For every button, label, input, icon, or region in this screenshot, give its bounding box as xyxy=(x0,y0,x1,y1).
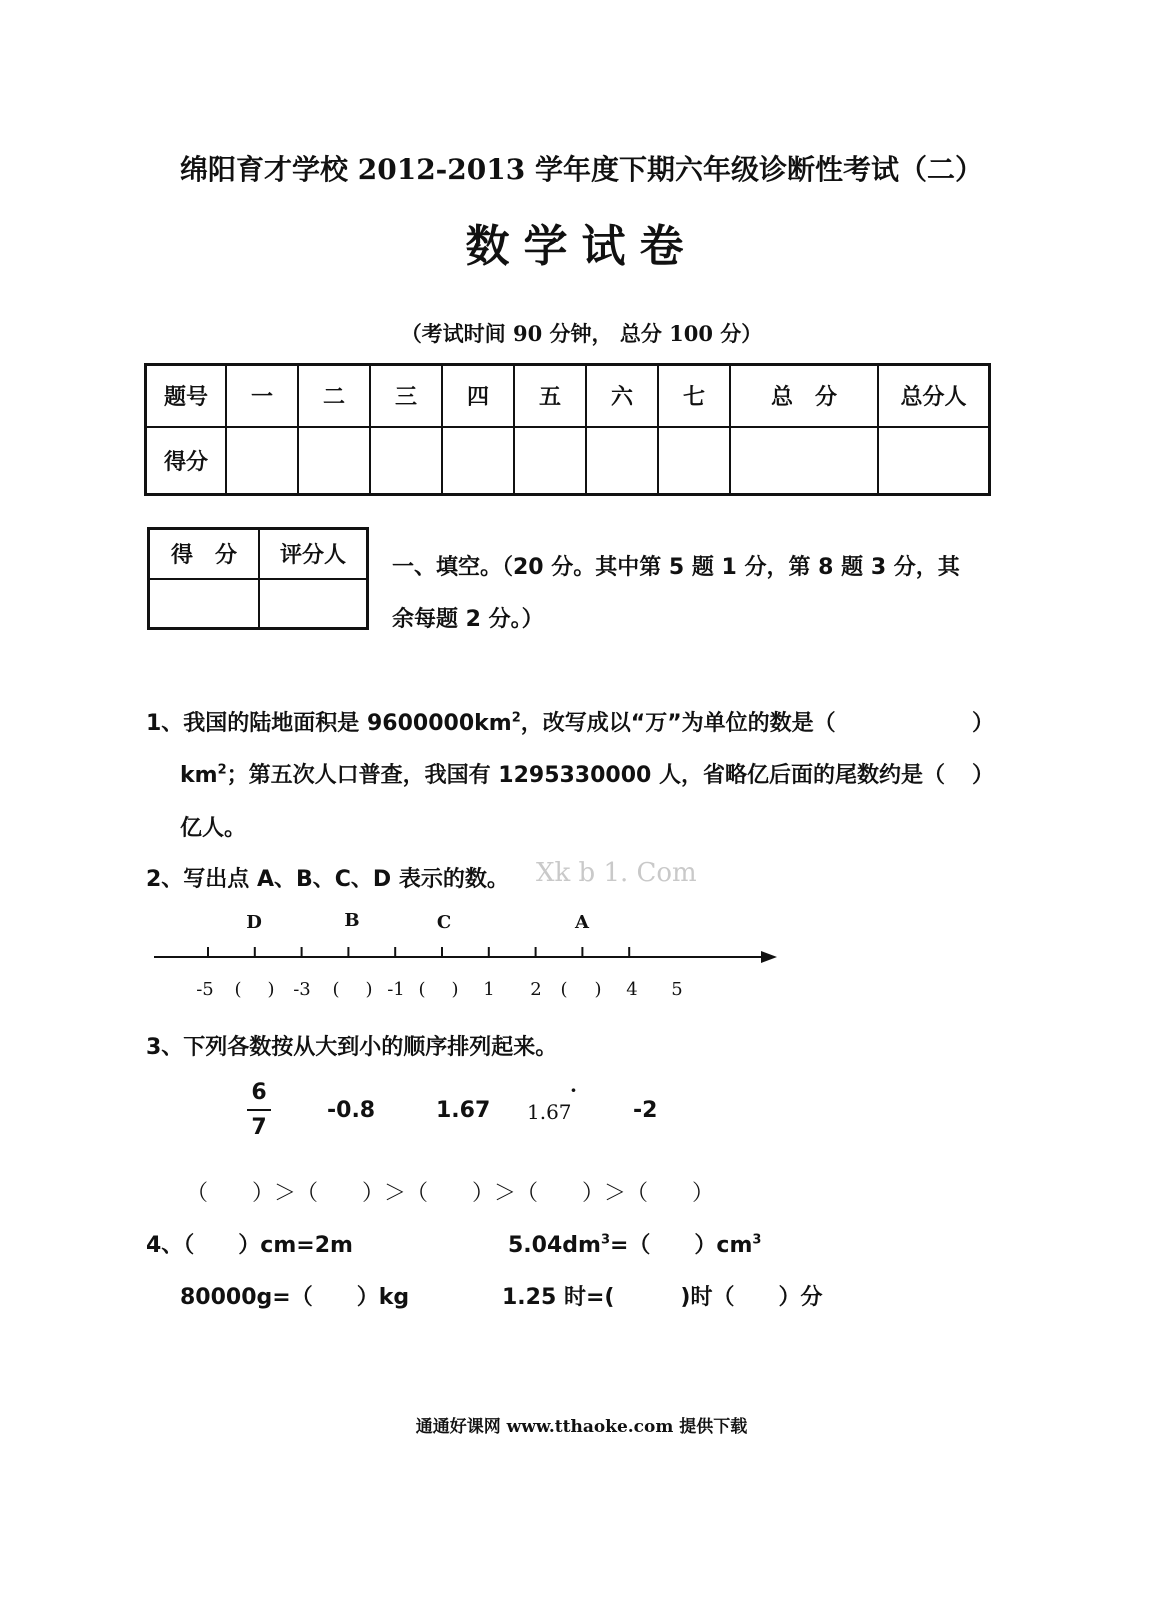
number-line-arrow xyxy=(761,951,777,963)
score-cell-scorer: 总分人 xyxy=(878,365,990,427)
q2-text: 2、写出点 A、B、C、D 表示的数。 xyxy=(146,867,509,892)
q3-order-blanks: （ ）＞（ ）＞（ ）＞（ ）＞（ ） xyxy=(186,1181,715,1206)
grader-table xyxy=(147,527,369,630)
q1-line1-text: 1、我国的陆地面积是 9600000km xyxy=(146,711,512,736)
score-blank xyxy=(370,427,442,495)
q1-line2-close: ） xyxy=(972,763,995,788)
score-table-score-row xyxy=(146,427,990,495)
q4-part-b-pre: 5.04dm xyxy=(508,1233,601,1258)
q1-line1-text-b: ，改写成以“万”为单位的数是（ xyxy=(520,711,836,736)
q4-part-c: 80000g=（ ）kg xyxy=(180,1285,410,1310)
fraction-6-7 xyxy=(247,1080,271,1140)
score-row-label: 得分 xyxy=(146,427,227,495)
section1-heading-line1: 一、填空。（20 分。其中第 5 题 1 分，第 8 题 3 分，其 xyxy=(392,555,960,580)
q4-part-d: 1.25 时=( )时（ ）分 xyxy=(502,1285,823,1310)
q1-line3: 亿人。 xyxy=(180,816,247,841)
score-blank xyxy=(586,427,658,495)
tick-label: ) xyxy=(365,979,373,1000)
exam-info: （考试时间 90 分钟， 总分 100 分） xyxy=(400,321,763,346)
score-cell-q5: 五 xyxy=(514,365,586,427)
footer-text: 通通好课网 www.tthaoke.com 提供下载 xyxy=(415,1417,748,1437)
score-table xyxy=(144,363,991,496)
tick-label: ( xyxy=(234,979,242,1000)
q1-line2-unit: km xyxy=(180,763,218,788)
grader-header-row xyxy=(149,529,368,579)
grader-score-header: 得 分 xyxy=(149,529,260,579)
q4-part-a: 4、（ ）cm=2m xyxy=(146,1233,353,1258)
score-blank xyxy=(442,427,514,495)
tick-label: 1 xyxy=(483,979,495,1000)
grader-blank xyxy=(259,579,368,629)
tick-label: 4 xyxy=(626,979,638,1000)
fraction-denominator: 7 xyxy=(251,1115,267,1140)
score-cell-total: 总 分 xyxy=(730,365,878,427)
score-blank xyxy=(730,427,878,495)
score-cell-q3: 三 xyxy=(370,365,442,427)
q4-part-b-sup2: 3 xyxy=(752,1232,762,1248)
tick-label: ) xyxy=(267,979,275,1000)
q1-line1-sup: 2 xyxy=(511,710,521,726)
point-label-d: D xyxy=(246,912,262,933)
point-label-a: A xyxy=(575,912,589,933)
tick-label: -3 xyxy=(293,979,311,1000)
score-blank xyxy=(878,427,990,495)
q3-number: -2 xyxy=(633,1098,658,1123)
number-line-ticks xyxy=(208,947,629,957)
number-line xyxy=(150,905,790,1005)
tick-label: ) xyxy=(451,979,459,1000)
score-blank xyxy=(514,427,586,495)
q1-line2-text: ；第五次人口普查，我国有 1295330000 人，省略亿后面的尾数约是（ xyxy=(226,763,946,788)
tick-label: ( xyxy=(560,979,568,1000)
q3-number: -0.8 xyxy=(327,1098,376,1123)
q1-line1-close: ） xyxy=(972,711,995,736)
score-blank xyxy=(298,427,370,495)
score-cell-q4: 四 xyxy=(442,365,514,427)
score-blank xyxy=(226,427,298,495)
q1-line1 xyxy=(146,706,836,737)
point-label-b: B xyxy=(344,910,360,931)
score-cell-label: 题号 xyxy=(146,365,227,427)
tick-label: ( xyxy=(418,979,426,1000)
tick-label: -5 xyxy=(196,979,214,1000)
main-title: 数学试卷 xyxy=(465,221,698,272)
grader-blank xyxy=(149,579,260,629)
q3-number: 1.67 xyxy=(436,1098,491,1123)
score-table-header-row xyxy=(146,365,990,427)
score-cell-q1: 一 xyxy=(226,365,298,427)
q3-text: 3、下列各数按从大到小的顺序排列起来。 xyxy=(146,1035,558,1060)
grader-name-header: 评分人 xyxy=(259,529,368,579)
section1-heading-line2: 余每题 2 分。） xyxy=(392,607,544,632)
repeating-dot: · xyxy=(570,1078,577,1102)
tick-label: -1 xyxy=(387,979,405,1000)
score-blank xyxy=(658,427,730,495)
tick-label: 2 xyxy=(530,979,542,1000)
q4-part-b-sup: 3 xyxy=(600,1232,610,1248)
score-cell-q2: 二 xyxy=(298,365,370,427)
q1-line2 xyxy=(180,758,945,789)
grader-blank-row xyxy=(149,579,368,629)
fraction-bar xyxy=(247,1109,271,1111)
score-cell-q6: 六 xyxy=(586,365,658,427)
q4-part-b-post: =（ ）cm xyxy=(610,1233,753,1258)
tick-label: 5 xyxy=(671,979,683,1000)
score-cell-q7: 七 xyxy=(658,365,730,427)
q4-part-b xyxy=(508,1228,761,1259)
school-title: 绵阳育才学校 2012-2013 学年度下期六年级诊断性考试（二） xyxy=(180,153,983,186)
tick-label: ) xyxy=(594,979,602,1000)
q3-repeating-decimal: 1.67 xyxy=(527,1100,572,1124)
fraction-numerator: 6 xyxy=(251,1080,267,1105)
point-label-c: C xyxy=(436,912,452,933)
q1-line2-sup: 2 xyxy=(217,762,227,778)
tick-label: ( xyxy=(332,979,340,1000)
watermark: Xk b 1. Com xyxy=(536,858,697,888)
